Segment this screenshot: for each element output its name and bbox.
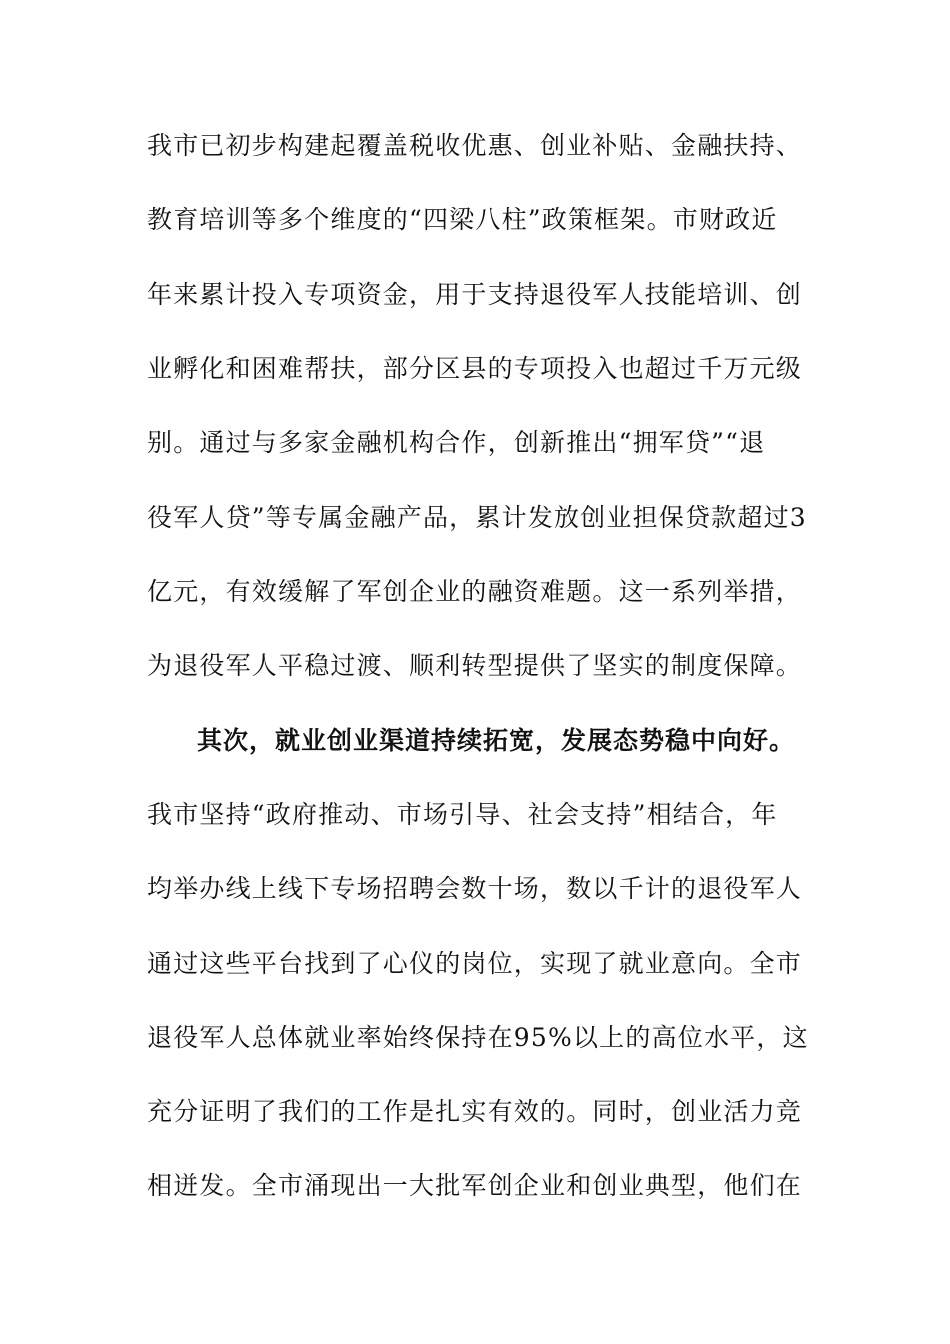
paragraph-line: 充分证明了我们的工作是扎实有效的。同时，创业活力竞	[147, 1097, 803, 1126]
paragraph-line: 别。通过与多家金融机构合作，创新推出“拥军贷”“退	[147, 428, 766, 457]
section-heading: 其次，就业创业渠道持续拓宽，发展态势稳中向好。	[197, 726, 796, 755]
paragraph-line: 年来累计投入专项资金，用于支持退役军人技能培训、创	[147, 280, 803, 309]
paragraph-line: 业孵化和困难帮扶，部分区县的专项投入也超过千万元级	[147, 354, 803, 383]
paragraph-line: 役军人贷”等专属金融产品，累计发放创业担保贷款超过3	[147, 503, 807, 532]
paragraph-line: 教育培训等多个维度的“四梁八柱”政策框架。市财政近	[147, 205, 778, 234]
paragraph-line: 为退役军人平稳过渡、顺利转型提供了坚实的制度保障。	[147, 651, 803, 680]
paragraph-line: 退役军人总体就业率始终保持在95%以上的高位水平，这	[147, 1023, 809, 1052]
paragraph-line: 我市已初步构建起覆盖税收优惠、创业补贴、金融扶持、	[147, 131, 803, 160]
paragraph-line: 通过这些平台找到了心仪的岗位，实现了就业意向。全市	[147, 949, 803, 978]
paragraph-line: 亿元，有效缓解了军创企业的融资难题。这一系列举措，	[147, 577, 803, 606]
paragraph-line: 相迸发。全市涌现出一大批军创企业和创业典型，他们在	[147, 1171, 803, 1200]
paragraph-line: 我市坚持“政府推动、市场引导、社会支持”相结合，年	[147, 800, 778, 829]
paragraph-line: 均举办线上线下专场招聘会数十场，数以千计的退役军人	[147, 874, 803, 903]
